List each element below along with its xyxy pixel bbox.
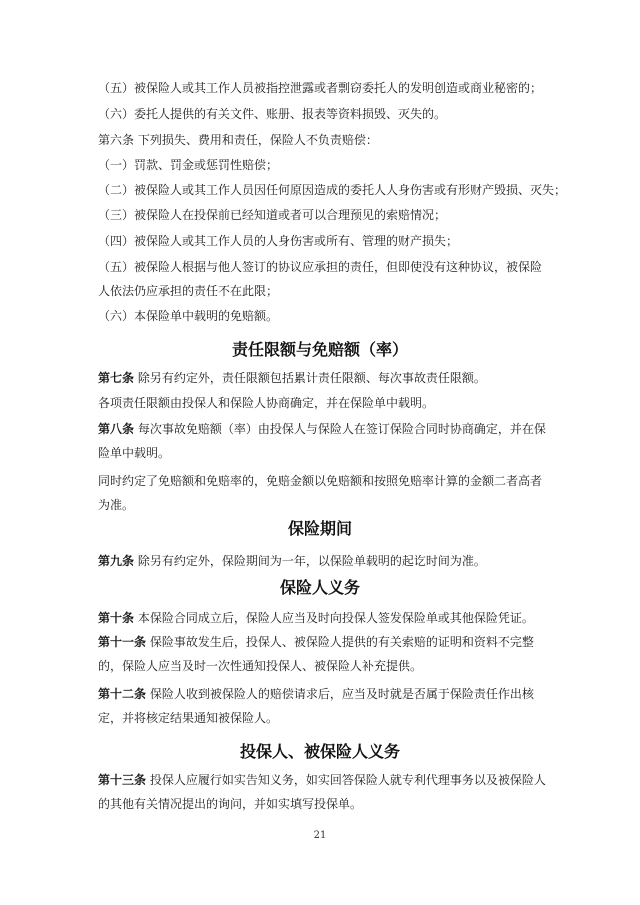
article-paragraph: 第六条 下列损失、费用和责任，保险人不负责赔偿：	[98, 133, 378, 147]
section-heading: 投保人、被保险人义务	[239, 742, 400, 761]
section-heading: 保险期间	[287, 519, 352, 538]
paragraph: 各项责任限额由投保人和保险人协商确定，并在保险单中载明。	[98, 396, 435, 410]
list-item: （六）委托人提供的有关文件、账册、报表等资料损毁、灭失的。	[98, 107, 447, 121]
list-item: （五）被保险人或其工作人员被指控泄露或者剽窃委托人的发明创造或商业秘密的；	[98, 81, 543, 95]
article-text: 保险事故发生后，投保人、被保险人提供的有关索赔的证明和资料不完整的，保险人应当及时一次性通知投保人、被保险人补充提供。	[98, 635, 534, 673]
section-heading: 保险人义务	[279, 578, 360, 597]
article-paragraph	[98, 630, 550, 678]
article-text: 除另有约定外，保险期间为一年，以保险单载明的起讫时间为准。	[134, 554, 486, 568]
article-paragraph	[98, 610, 550, 627]
article-paragraph	[98, 553, 550, 570]
article-label: 第十三条	[98, 773, 147, 787]
article-label: 第八条	[98, 422, 135, 436]
article-paragraph	[98, 370, 550, 387]
article-label: 第十一条	[98, 635, 147, 649]
article-label: 第十条	[98, 611, 135, 625]
article-text: 除另有约定外，责任限额包括累计责任限额、每次事故责任限额。	[134, 371, 486, 385]
article-text: 每次事故免赔额（率）由投保人与保险人在签订保险合同时协商确定，并在保险单中载明。	[98, 422, 546, 460]
list-item: （六）本保险单中载明的免赔额。	[98, 309, 279, 323]
list-item: （三）被保险人在投保前已经知道或者可以合理预见的索赔情况；	[98, 208, 447, 222]
list-item: （二）被保险人或其工作人员因任何原因造成的委托人人身伤害或有形财产毁损、灭失；	[98, 183, 567, 197]
article-text: 投保人应履行如实告知义务，如实回答保险人就专利代理事务以及被保险人的其他有关情况提出的询问，并如实填写投保单。	[98, 773, 546, 811]
page-number: 21	[313, 830, 327, 841]
article-paragraph	[98, 768, 550, 816]
article-text: 保险人收到被保险人的赔偿请求后，应当及时就是否属于保险责任作出核定，并将核定结果通知被保险人。	[98, 687, 534, 725]
article-label: 第十二条	[98, 687, 147, 701]
article-label: 第九条	[98, 554, 135, 568]
article-paragraph	[98, 682, 550, 730]
list-item: （五）被保险人根据与他人签订的协议应承担的责任，但即使没有这种协议，被保险人依法仍应承担的责任不在此限；	[98, 260, 543, 298]
list-item: （四）被保险人或其工作人员的人身伤害或所有、管理的财产损失；	[98, 234, 459, 248]
article-text: 本保险合同成立后，保险人应当及时向投保人签发保险单或其他保险凭证。	[134, 611, 534, 625]
section-heading: 责任限额与免赔额（率）	[231, 340, 408, 359]
paragraph: 同时约定了免赔额和免赔率的，免赔金额以免赔额和按照免赔率计算的金额二者高者为准。	[98, 474, 543, 512]
article-label: 第七条	[98, 371, 135, 385]
article-paragraph	[98, 417, 550, 465]
list-item: （一）罚款、罚金或惩罚性赔偿；	[98, 158, 279, 172]
